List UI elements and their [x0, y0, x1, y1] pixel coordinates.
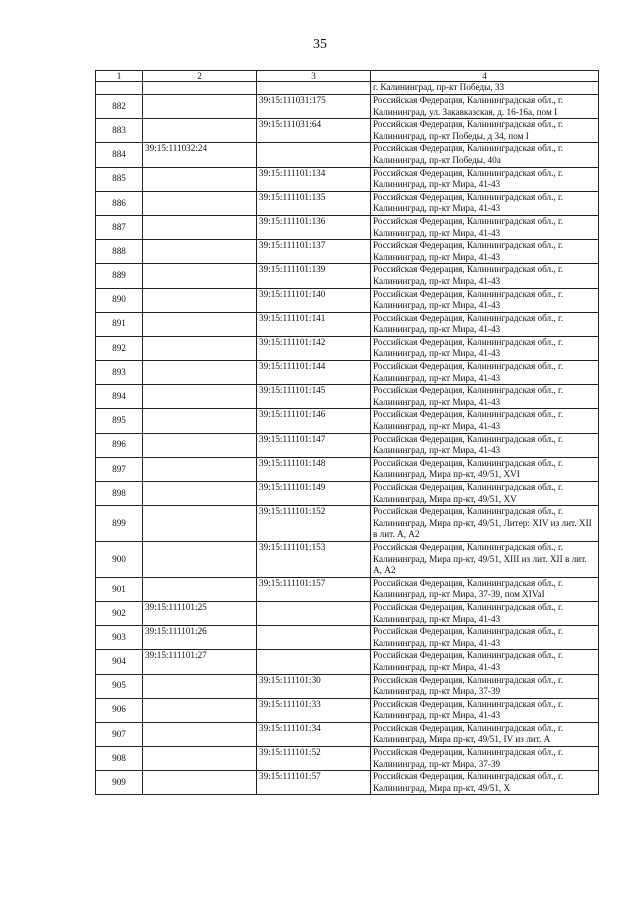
address-cell: Российская Федерация, Калининградская обл., г. Калининград, пр-кт Победы, 40а [371, 143, 599, 167]
cadastral-number-cell [257, 650, 371, 674]
cadastral-block-cell [143, 482, 257, 506]
address-cell: Российская Федерация, Калининградская обл., г. Калининград, пр-кт Мира, 41-43 [371, 601, 599, 625]
row-number-cell: 892 [96, 336, 143, 360]
cadastral-number-cell: 39:15:111101:140 [257, 288, 371, 312]
address-cell: Российская Федерация, Калининградская обл., г. Калининград, ул. Закавказская, д. 16-16а, пом I [371, 95, 599, 119]
table-row [96, 288, 599, 312]
row-number-cell: 906 [96, 698, 143, 722]
cadastral-block-cell [143, 312, 257, 336]
row-number-cell: 886 [96, 191, 143, 215]
row-number-cell: 885 [96, 167, 143, 191]
row-number-cell: 904 [96, 650, 143, 674]
cadastral-number-cell: 39:15:111101:149 [257, 482, 371, 506]
table-row [96, 457, 599, 481]
table-row [96, 650, 599, 674]
header-cell: 1 [96, 71, 143, 82]
row-number-cell: 889 [96, 264, 143, 288]
page-number: 35 [313, 37, 327, 52]
table-row [96, 674, 599, 698]
table-row [96, 409, 599, 433]
cadastral-block-cell [143, 336, 257, 360]
cadastral-block-cell [143, 167, 257, 191]
row-number-cell: 887 [96, 215, 143, 239]
table-row [96, 433, 599, 457]
row-number-cell: 883 [96, 119, 143, 143]
cadastral-block-cell [143, 674, 257, 698]
table-row [96, 601, 599, 625]
cadastral-block-cell: 39:15:111101:26 [143, 626, 257, 650]
address-cell: Российская Федерация, Калининградская обл., г. Калининград, пр-кт Мира, 41-43 [371, 626, 599, 650]
table-row [96, 336, 599, 360]
cadastral-block-cell [143, 541, 257, 577]
address-cell: Российская Федерация, Калининградская обл., г. Калининград, пр-кт Мира, 41-43 [371, 361, 599, 385]
cadastral-number-cell: 39:15:111101:144 [257, 361, 371, 385]
cadastral-number-cell: 39:15:111101:139 [257, 264, 371, 288]
row-number-cell: 902 [96, 601, 143, 625]
cadastral-block-cell: 39:15:111101:27 [143, 650, 257, 674]
cadastral-number-cell: 39:15:111101:136 [257, 215, 371, 239]
address-cell: Российская Федерация, Калининградская обл., г. Калининград, Мира пр-кт, 49/51, XIII из лит. XII в лит. А, А2 [371, 541, 599, 577]
table-row [96, 240, 599, 264]
address-cell: Российская Федерация, Калининградская обл., г. Калининград, пр-кт Мира, 41-43 [371, 312, 599, 336]
cadastral-number-cell: 39:15:111101:142 [257, 336, 371, 360]
address-cell: Российская Федерация, Калининградская обл., г. Калининград, Мира пр-кт, 49/51, XV [371, 482, 599, 506]
row-number-cell: 909 [96, 771, 143, 795]
address-cell: Российская Федерация, Калининградская обл., г. Калининград, пр-кт Мира, 37-39 [371, 674, 599, 698]
table-row [96, 747, 599, 771]
cadastral-block-cell [143, 409, 257, 433]
cadastral-number-cell: 39:15:111101:153 [257, 541, 371, 577]
row-number-cell: 882 [96, 95, 143, 119]
cadastral-block-cell [143, 95, 257, 119]
address-cell: Российская Федерация, Калининградская обл., г. Калининград, Мира пр-кт, 49/51, XVI [371, 457, 599, 481]
cadastral-block-cell: 39:15:111032:24 [143, 143, 257, 167]
address-cell: Российская Федерация, Калининградская обл., г. Калининград, Мира пр-кт, 49/51, Литер: XIV из лит. XII в лит. А, А2 [371, 506, 599, 542]
row-number-cell: 888 [96, 240, 143, 264]
cadastral-block-cell [143, 191, 257, 215]
table-row [96, 312, 599, 336]
address-cell: Российская Федерация, Калининградская обл., г. Калининград, пр-кт Мира, 41-43 [371, 385, 599, 409]
cadastral-number-cell: 39:15:111031:175 [257, 95, 371, 119]
table-row [96, 577, 599, 601]
cadastral-block-cell [143, 506, 257, 542]
table-row [96, 626, 599, 650]
cadastral-block-cell [143, 288, 257, 312]
row-number-cell: 903 [96, 626, 143, 650]
table-row [96, 191, 599, 215]
cadastral-number-cell: 39:15:111101:148 [257, 457, 371, 481]
address-cell: Российская Федерация, Калининградская обл., г. Калининград, пр-кт Мира, 41-43 [371, 409, 599, 433]
address-cell: г. Калининград, пр-кт Победы, 33 [371, 82, 599, 95]
cadastral-number-cell [257, 626, 371, 650]
table-row [96, 264, 599, 288]
cadastral-number-cell [257, 143, 371, 167]
cadastral-block-cell [143, 698, 257, 722]
table-header-row [96, 71, 599, 82]
cadastral-number-cell: 39:15:111101:147 [257, 433, 371, 457]
address-cell: Российская Федерация, Калининградская обл., г. Калининград, пр-кт Мира, 41-43 [371, 240, 599, 264]
row-number-cell: 898 [96, 482, 143, 506]
address-cell: Российская Федерация, Калининградская обл., г. Калининград, пр-кт Мира, 41-43 [371, 288, 599, 312]
cadastral-number-cell: 39:15:111101:152 [257, 506, 371, 542]
row-number-cell: 884 [96, 143, 143, 167]
row-number-cell: 891 [96, 312, 143, 336]
cadastral-number-cell: 39:15:111031:64 [257, 119, 371, 143]
address-cell: Российская Федерация, Калининградская обл., г. Калининград, Мира пр-кт, 49/51, IV из лит. А [371, 722, 599, 746]
table-row [96, 361, 599, 385]
cadastral-number-cell: 39:15:111101:146 [257, 409, 371, 433]
continuation-row [96, 82, 599, 95]
cadastral-block-cell: 39:15:111101:25 [143, 601, 257, 625]
table-row [96, 119, 599, 143]
table-row [96, 541, 599, 577]
cadastral-block-cell [143, 385, 257, 409]
row-number-cell: 900 [96, 541, 143, 577]
address-cell: Российская Федерация, Калининградская обл., г. Калининград, пр-кт Мира, 41-43 [371, 167, 599, 191]
address-cell: Российская Федерация, Калининградская обл., г. Калининград, пр-кт Мира, 41-43 [371, 336, 599, 360]
row-number-cell: 905 [96, 674, 143, 698]
cadastral-number-cell: 39:15:111101:57 [257, 771, 371, 795]
address-cell: Российская Федерация, Калининградская обл., г. Калининград, пр-кт Мира, 41-43 [371, 264, 599, 288]
cadastral-block-cell [143, 747, 257, 771]
address-cell: Российская Федерация, Калининградская обл., г. Калининград, пр-кт Мира, 41-43 [371, 215, 599, 239]
cadastral-block-cell [143, 771, 257, 795]
cadastral-number-cell: 39:15:111101:52 [257, 747, 371, 771]
cadastral-block-cell [143, 722, 257, 746]
address-cell: Российская Федерация, Калининградская обл., г. Калининград, пр-кт Мира, 41-43 [371, 191, 599, 215]
address-cell: Российская Федерация, Калининградская обл., г. Калининград, пр-кт Мира, 41-43 [371, 433, 599, 457]
table-row [96, 167, 599, 191]
cadastral-block-cell [143, 264, 257, 288]
cadastral-number-cell: 39:15:111101:141 [257, 312, 371, 336]
address-cell: Российская Федерация, Калининградская обл., г. Калининград, пр-кт Мира, 37-39, пом XIVaI [371, 577, 599, 601]
cadastral-block-cell [143, 577, 257, 601]
cadastral-number-cell: 39:15:111101:34 [257, 722, 371, 746]
table-row [96, 385, 599, 409]
cadastral-number-cell: 39:15:111101:33 [257, 698, 371, 722]
cadastral-number-cell [257, 601, 371, 625]
header-cell: 4 [371, 71, 599, 82]
row-number-cell: 895 [96, 409, 143, 433]
row-number-cell: 907 [96, 722, 143, 746]
row-number-cell: 894 [96, 385, 143, 409]
row-number-cell: 908 [96, 747, 143, 771]
table-row [96, 771, 599, 795]
table-row [96, 698, 599, 722]
address-cell: Российская Федерация, Калининградская обл., г. Калининград, Мира пр-кт, 49/51, X [371, 771, 599, 795]
cadastral-number-cell: 39:15:111101:145 [257, 385, 371, 409]
header-cell: 3 [257, 71, 371, 82]
row-number-cell: 893 [96, 361, 143, 385]
table-row [96, 143, 599, 167]
header-cell: 2 [143, 71, 257, 82]
cadastral-block-cell [143, 119, 257, 143]
cadastral-number-cell: 39:15:111101:157 [257, 577, 371, 601]
cadastral-block-cell [143, 215, 257, 239]
table-row [96, 506, 599, 542]
table-row [96, 95, 599, 119]
row-number-cell: 899 [96, 506, 143, 542]
cadastral-block-cell [143, 240, 257, 264]
cadastral-block-cell [143, 433, 257, 457]
table-row [96, 482, 599, 506]
cadastral-number-cell: 39:15:111101:30 [257, 674, 371, 698]
table-row [96, 722, 599, 746]
row-number-cell: 896 [96, 433, 143, 457]
row-number-cell: 890 [96, 288, 143, 312]
cadastral-block-cell [143, 361, 257, 385]
address-cell: Российская Федерация, Калининградская обл., г. Калининград, пр-кт Мира, 37-39 [371, 747, 599, 771]
cadastral-table [95, 70, 599, 795]
cadastral-number-cell: 39:15:111101:134 [257, 167, 371, 191]
cadastral-number-cell: 39:15:111101:137 [257, 240, 371, 264]
row-number-cell: 897 [96, 457, 143, 481]
cadastral-number-cell: 39:15:111101:135 [257, 191, 371, 215]
address-cell: Российская Федерация, Калининградская обл., г. Калининград, пр-кт Мира, 41-43 [371, 650, 599, 674]
cadastral-block-cell [143, 457, 257, 481]
row-number-cell: 901 [96, 577, 143, 601]
table-row [96, 215, 599, 239]
address-cell: Российская Федерация, Калининградская обл., г. Калининград, пр-кт Мира, 41-43 [371, 698, 599, 722]
address-cell: Российская Федерация, Калининградская обл., г. Калининград, пр-кт Победы, д 34, пом I [371, 119, 599, 143]
